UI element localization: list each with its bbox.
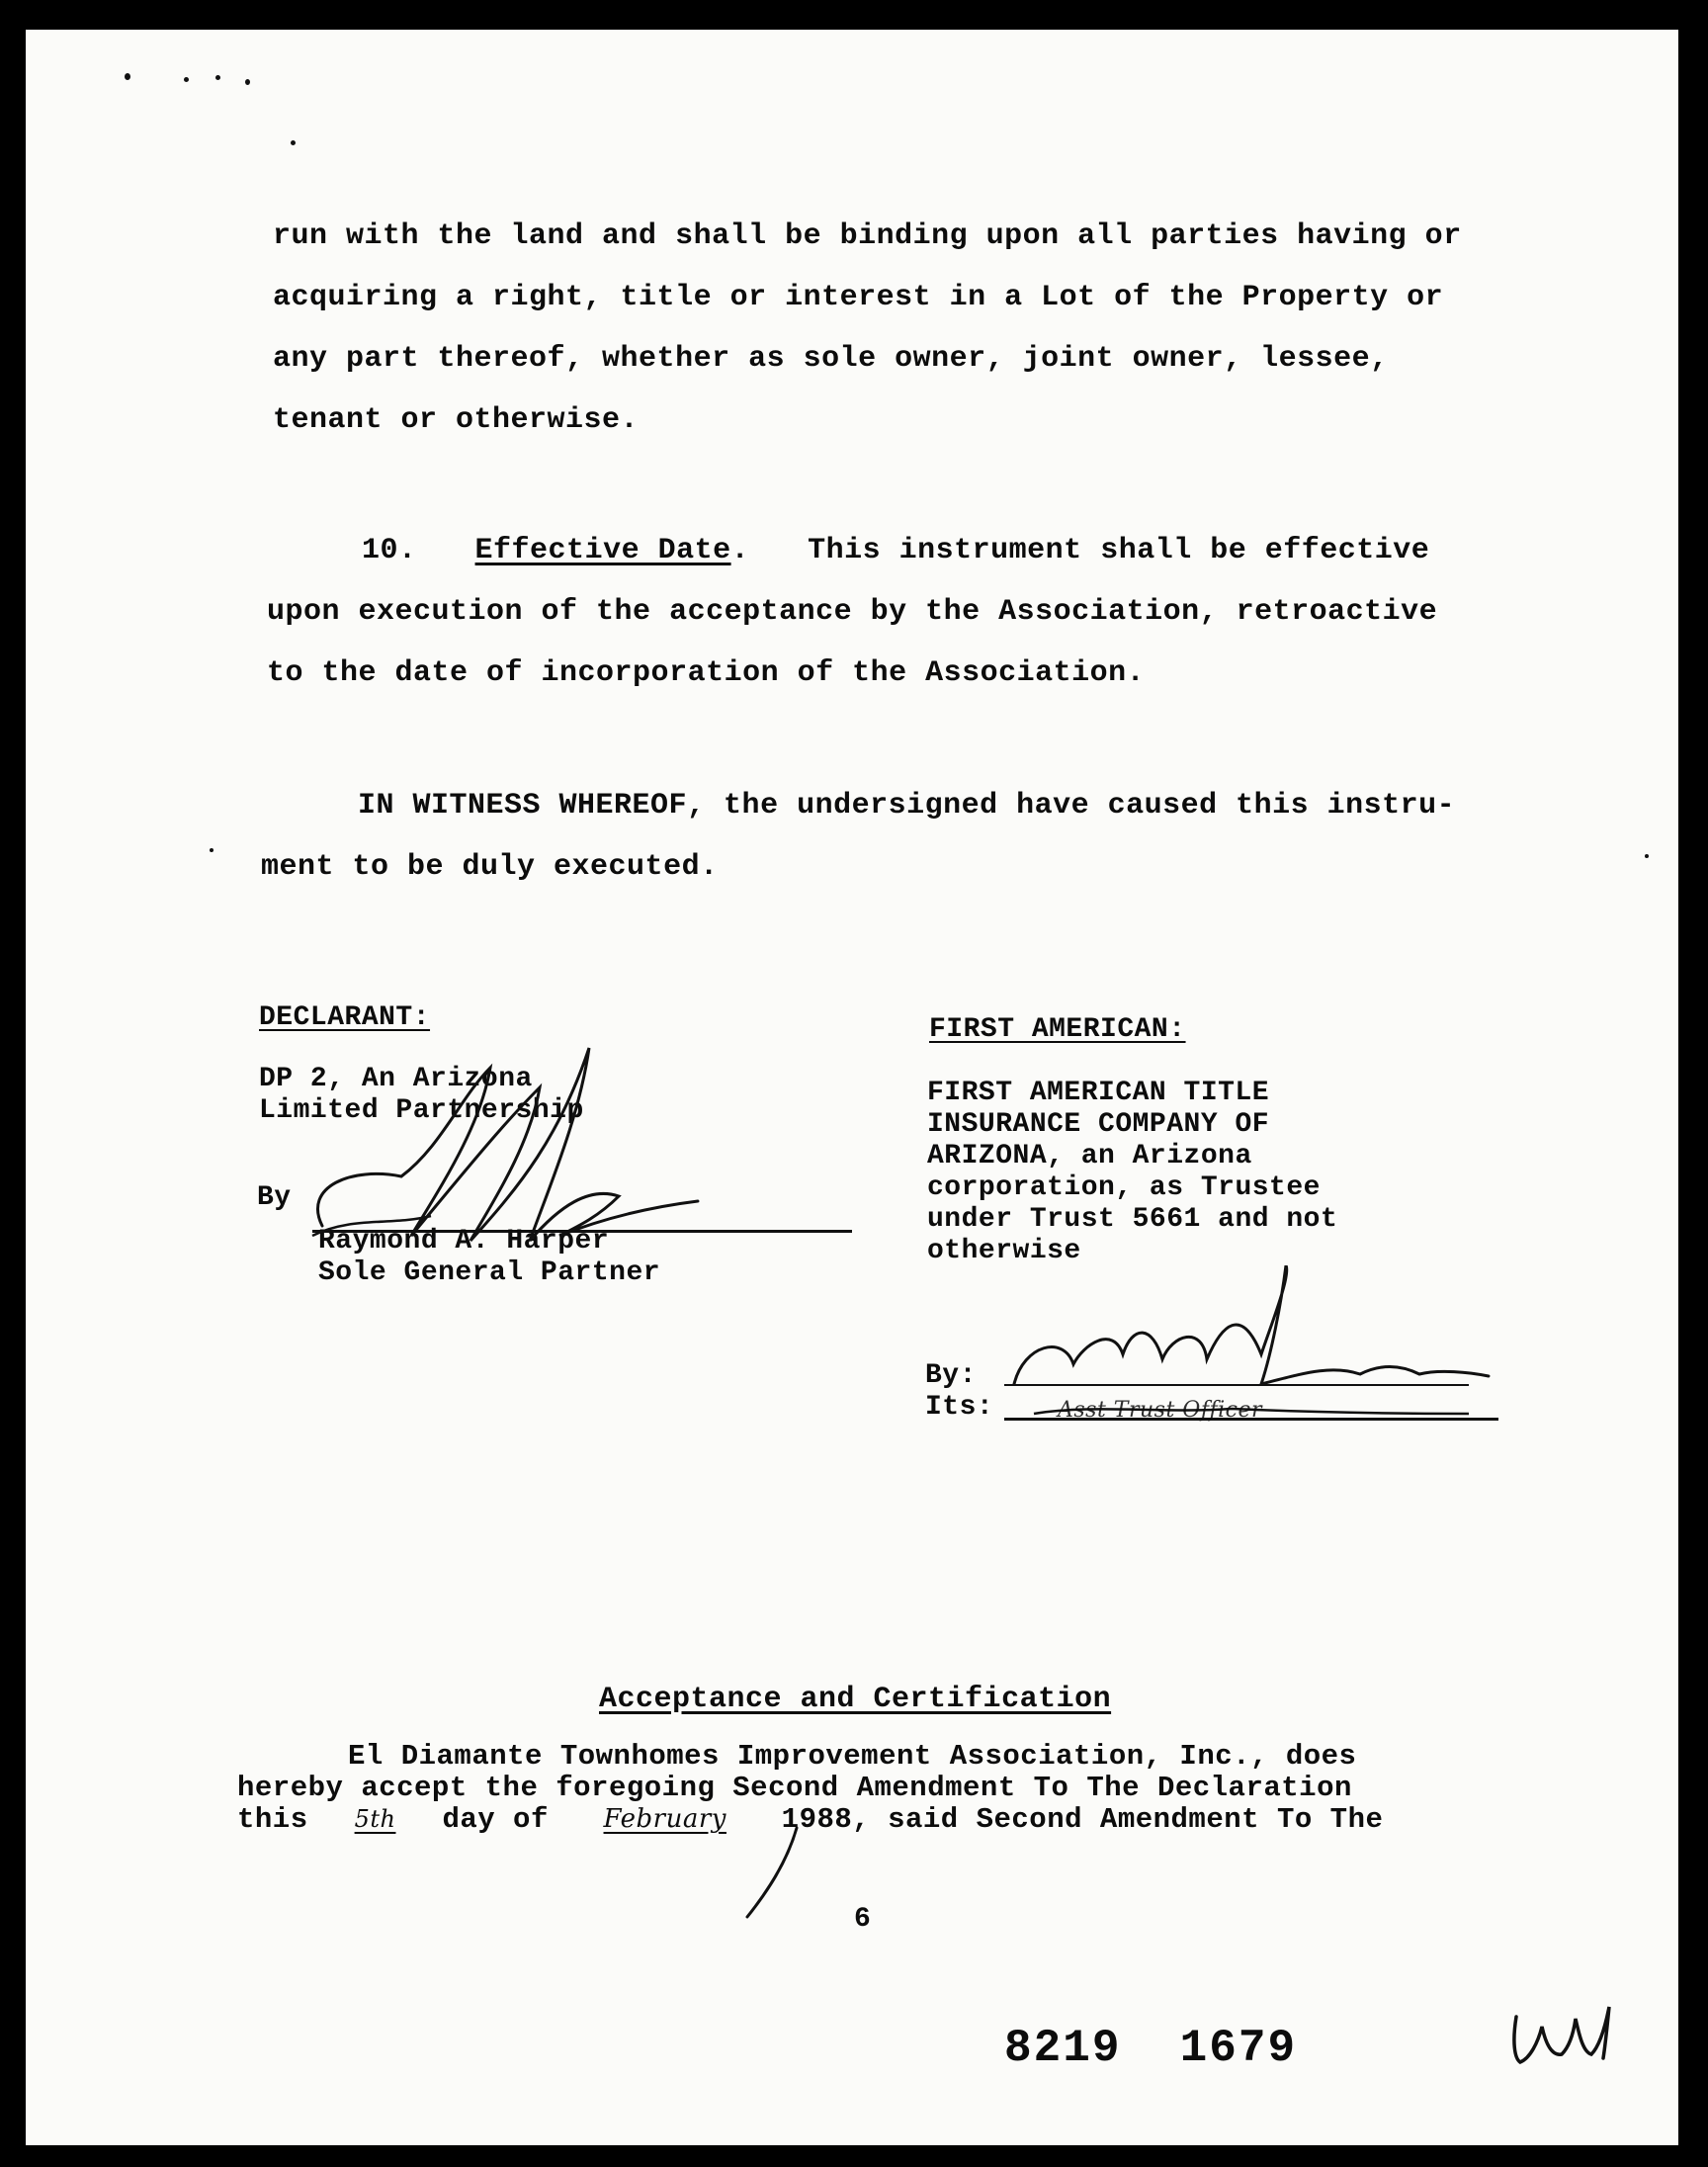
month-flourish-icon xyxy=(737,1823,826,1922)
acceptance-day: 5th xyxy=(354,1805,396,1833)
section-heading: Effective Date xyxy=(474,534,731,567)
declarant-by-label: By xyxy=(257,1182,292,1213)
acceptance-heading: Acceptance and Certification xyxy=(599,1683,1112,1716)
initials-text xyxy=(1512,2011,1621,2012)
first-american-label: FIRST AMERICAN: xyxy=(929,1014,1186,1045)
scan-speck xyxy=(1645,854,1649,858)
declarant-signer-title: Sole General Partner xyxy=(318,1257,661,1288)
scan-speck xyxy=(184,77,189,82)
acceptance-line-3 xyxy=(237,1803,1383,1836)
first-american-name-line: corporation, as Trustee xyxy=(927,1172,1321,1203)
section-number: 10. xyxy=(362,534,417,567)
initials-icon xyxy=(1506,1997,1625,2076)
scan-speck xyxy=(215,75,220,80)
declarant-name-line: Limited Partnership xyxy=(259,1095,584,1126)
recording-number: 8219 1679 xyxy=(1004,2023,1298,2074)
paragraph-line: acquiring a right, title or interest in a Lot of the Property or xyxy=(273,281,1444,314)
paragraph-line: run with the land and shall be binding upon all parties having or xyxy=(273,219,1462,253)
first-american-name-line: INSURANCE COMPANY OF xyxy=(927,1109,1270,1140)
acceptance-line: El Diamante Townhomes Improvement Association, Inc., does xyxy=(348,1740,1357,1773)
acceptance-day-of: day of xyxy=(442,1803,549,1836)
document-page xyxy=(26,30,1678,2145)
acceptance-this: this xyxy=(237,1803,308,1836)
scan-speck xyxy=(210,848,214,852)
scan-speck xyxy=(245,79,250,85)
acceptance-line: hereby accept the foregoing Second Amendment To The Declaration xyxy=(237,1772,1352,1804)
first-american-name-line: ARIZONA, an Arizona xyxy=(927,1141,1252,1171)
section-heading-period: . xyxy=(730,534,750,567)
paragraph-line: tenant or otherwise. xyxy=(273,403,640,437)
first-american-name-line: otherwise xyxy=(927,1236,1081,1266)
declarant-label: DECLARANT: xyxy=(259,1002,431,1033)
declarant-signer-name: Raymond A. Harper xyxy=(318,1226,610,1257)
declarant-name-line: DP 2, An Arizona xyxy=(259,1064,533,1094)
first-american-name-line: under Trust 5661 and not xyxy=(927,1204,1338,1235)
first-american-by-label: By: xyxy=(925,1360,977,1391)
section-10-line: to the date of incorporation of the Association. xyxy=(267,656,1146,690)
scan-speck xyxy=(125,73,130,80)
witness-line: IN WITNESS WHEREOF, the undersigned have caused this instru- xyxy=(358,789,1456,823)
first-american-its-label: Its: xyxy=(925,1392,994,1423)
acceptance-year-rest: 1988, said Second Amendment To The xyxy=(781,1803,1384,1836)
section-10-line: upon execution of the acceptance by the Association, retroactive xyxy=(267,595,1438,629)
acceptance-month: February xyxy=(603,1804,726,1834)
first-american-its-value: Asst Trust Officer xyxy=(1058,1398,1262,1423)
first-american-name-line: FIRST AMERICAN TITLE xyxy=(927,1078,1270,1108)
page-number: 6 xyxy=(854,1904,872,1935)
paragraph-line: any part thereof, whether as sole owner, joint owner, lessee, xyxy=(273,342,1389,376)
section-10-line xyxy=(362,534,1429,567)
first-american-by-line xyxy=(1004,1384,1469,1386)
scan-speck xyxy=(291,140,296,145)
section-text: This instrument shall be effective xyxy=(808,534,1430,567)
witness-line: ment to be duly executed. xyxy=(261,850,719,884)
